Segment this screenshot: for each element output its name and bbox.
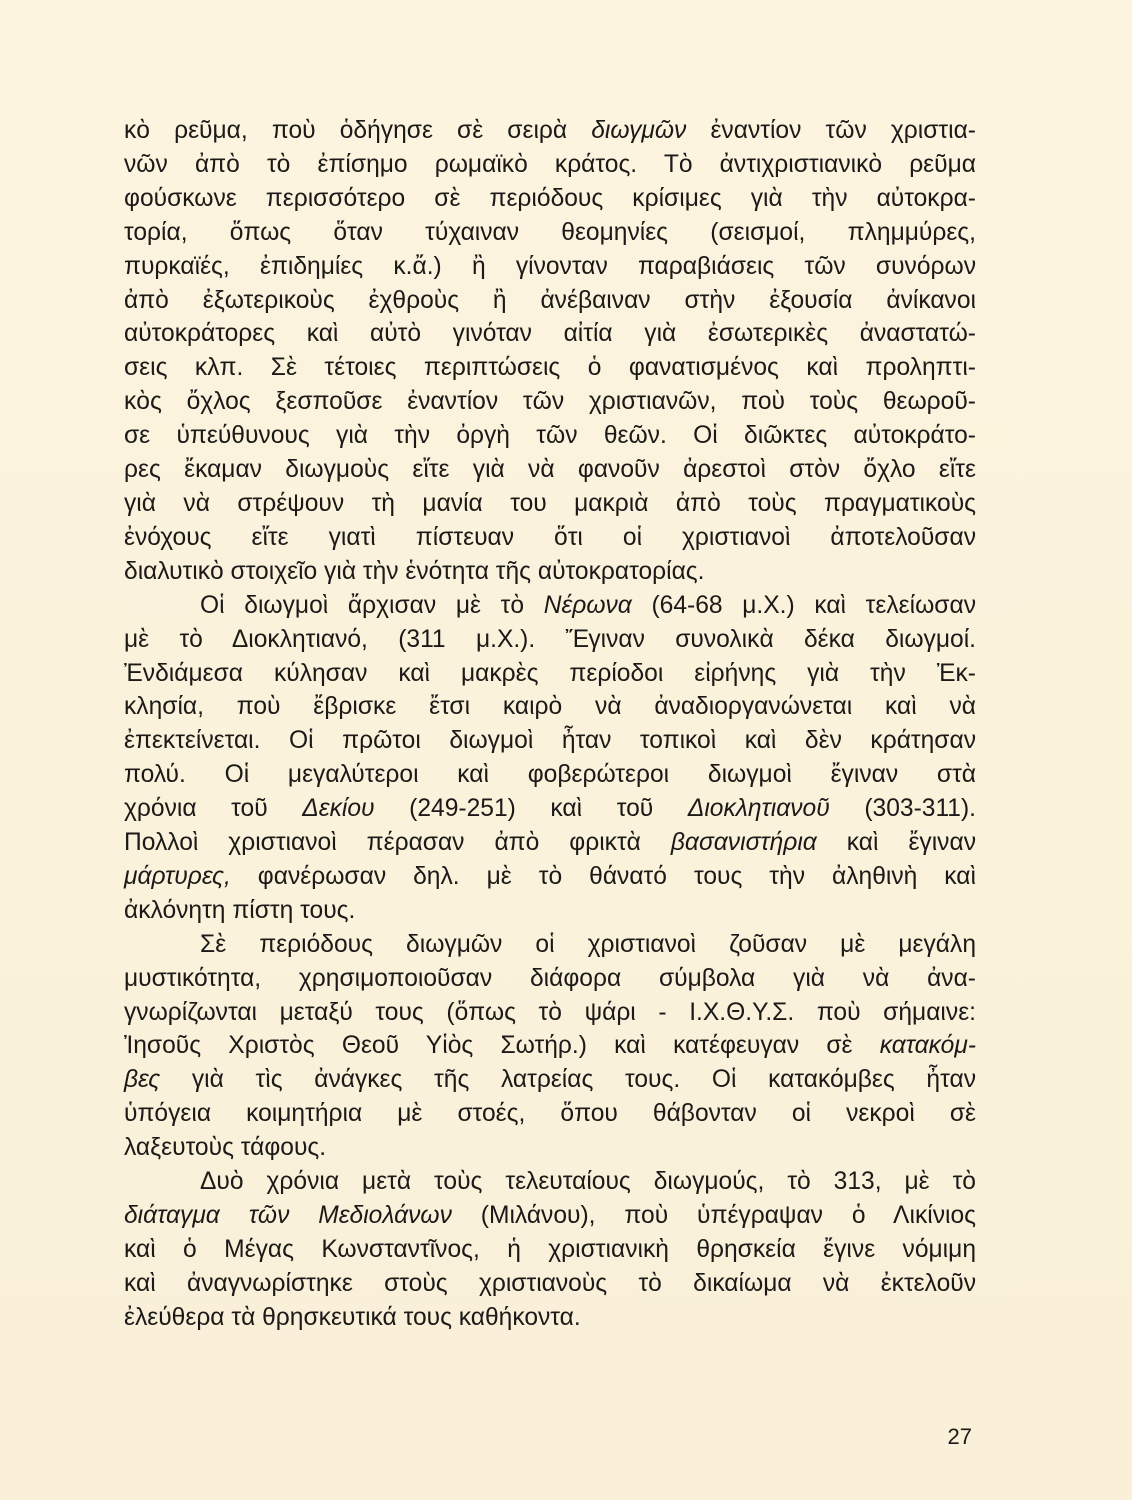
text-run: διαλυτικὸ στοιχεῖο γιὰ τὴν ἑνότητα τῆς αὐτοκρατορίας. [124,557,705,585]
text-run: καὶ ἀναγνωρίστηκε στοὺς χριστιανοὺς τὸ δικαίωμα νὰ ἐκτελοῦν [124,1269,976,1297]
paragraph [124,114,976,589]
text-line [124,1097,976,1131]
paragraph [124,589,976,928]
body-text [124,114,976,1335]
text-run: πολύ. Οἱ μεγαλύτεροι καὶ φοβερώτεροι διωγμοὶ ἔγιναν στὰ [124,761,976,789]
text-run: ἐλεύθερα τὰ θρησκευτικά τους καθήκοντα. [124,1303,581,1331]
text-run: φανέρωσαν δηλ. μὲ τὸ θάνατό τους τὴν ἀληθινὴ καὶ [230,862,976,890]
text-line [124,419,976,453]
text-line [124,351,976,385]
paragraph [124,1165,976,1335]
italic-term: Νέρωνα [543,591,632,619]
text-run: Δυὸ χρόνια μετὰ τοὺς τελευταίους διωγμούς, τὸ 313, μὲ τὸ [200,1168,976,1196]
text-line [124,623,976,657]
text-line [124,114,976,148]
text-run: σε ὑπεύθυνους γιὰ τὴν ὀργὴ τῶν θεῶν. Οἱ διῶκτες αὐτοκράτο- [124,422,976,450]
text-run: φούσκωνε περισσότερο σὲ περιόδους κρίσιμες γιὰ τὴν αὐτοκρα- [124,184,976,212]
text-run: (Μιλάνου), ποὺ ὑπέγραψαν ὁ Λικίνιος [451,1202,977,1229]
text-run: γιὰ νὰ στρέψουν τὴ μανία του μακριὰ ἀπὸ τοὺς πραγματικοὺς [124,489,976,517]
text-line [124,148,976,182]
italic-term: κατακόμ- [879,1032,976,1060]
text-line [124,1029,976,1063]
text-line [124,1301,976,1335]
text-run: μὲ τὸ Διοκλητιανό, (311 μ.Χ.). Ἔγιναν συνολικὰ δέκα διωγμοί. [124,625,976,653]
text-line [124,1165,976,1199]
text-run: λαξευτοὺς τάφους. [124,1134,327,1162]
text-line [124,690,976,724]
text-run: καὶ ὁ Μέγας Κωνσταντῖνος, ἡ χριστιανικὴ θρησκεία ἔγινε νόμιμη [124,1235,976,1263]
text-run: πυρκαϊές, ἐπιδημίες κ.ἄ.) ἢ γίνονταν παραβιάσεις τῶν συνόρων [124,252,976,280]
text-run: (303-311). [829,795,976,823]
text-line [124,182,976,216]
text-run: γιὰ τὶς ἀνάγκες τῆς λατρείας τους. Οἱ κατακόμβες ἦταν [160,1066,976,1094]
text-run: ἐνόχους εἴτε γιατὶ πίστευαν ὅτι οἱ χριστιανοὶ ἀποτελοῦσαν [124,523,976,551]
text-line [124,826,976,860]
text-run: μυστικότητα, χρησιμοποιοῦσαν διάφορα σύμβολα γιὰ νὰ ἀνα- [124,964,976,992]
text-line [124,385,976,419]
italic-term: Δεκίου [302,795,375,823]
text-run: καὶ ἔγιναν [816,829,976,857]
text-run: τορία, ὅπως ὅταν τύχαιναν θεομηνίες (σεισμοί, πλημμύρες, [124,218,976,246]
text-run: Ἐνδιάμεσα κύλησαν καὶ μακρὲς περίοδοι εἰρήνης γιὰ τὴν Ἐκ- [124,659,976,687]
italic-term: διάταγμα τῶν Μεδιολάνων [124,1202,452,1229]
italic-term: βες [124,1066,161,1094]
text-run: ρες ἔκαμαν διωγμοὺς εἴτε γιὰ νὰ φανοῦν ἀρεστοὶ στὸν ὄχλο εἴτε [124,456,976,484]
text-line [124,894,976,928]
text-line [124,1063,976,1097]
text-line [124,487,976,521]
text-line [124,657,976,691]
italic-term: βασανιστήρια [670,829,817,857]
text-run: σεις κλπ. Σὲ τέτοιες περιπτώσεις ὁ φανατισμένος καὶ προληπτι- [124,354,976,382]
text-run: Ἰησοῦς Χριστὸς Θεοῦ Υἱὸς Σωτήρ.) καὶ κατέφευγαν σὲ [124,1032,880,1060]
text-line [124,792,976,826]
text-line [124,521,976,555]
text-line [124,962,976,996]
text-run: κὸ ρεῦμα, ποὺ ὁδήγησε σὲ σειρὰ [124,117,592,144]
text-line [124,860,976,894]
italic-term: διωγμῶν [591,117,687,144]
text-line [124,724,976,758]
text-run: Οἱ διωγμοὶ ἄρχισαν μὲ τὸ [200,591,544,619]
text-line [124,589,976,623]
text-run: χρόνια τοῦ [124,795,303,823]
text-line [124,216,976,250]
text-run: (249-251) καὶ τοῦ [374,795,688,823]
text-run: κὸς ὄχλος ξεσποῦσε ἐναντίον τῶν χριστιανῶν, ποὺ τοὺς θεωροῦ- [124,388,976,416]
text-run: ἐναντίον τῶν χριστια- [686,117,976,144]
text-line [124,1267,976,1301]
text-run: ἐπεκτείνεται. Οἱ πρῶτοι διωγμοὶ ἦταν τοπικοὶ καὶ δὲν κράτησαν [124,727,976,755]
text-run: Σὲ περιόδους διωγμῶν οἱ χριστιανοὶ ζοῦσαν μὲ μεγάλη [200,930,976,958]
text-run: ἀπὸ ἐξωτερικοὺς ἐχθροὺς ἢ ἀνέβαιναν στὴν ἐξουσία ἀνίκανοι [124,286,976,314]
italic-term: Διοκλητιανοῦ [687,795,830,823]
text-line [124,453,976,487]
text-line [124,928,976,962]
italic-term: μάρτυρες, [124,862,231,890]
text-run: αὐτοκράτορες καὶ αὐτὸ γινόταν αἰτία γιὰ ἐσωτερικὲς ἀναστατώ- [124,320,976,348]
text-line [124,758,976,792]
text-line [124,1233,976,1267]
text-run: γνωρίζωνται μεταξύ τους (ὅπως τὸ ψάρι - Ι.Χ.Θ.Υ.Σ. ποὺ σήμαινε: [124,998,976,1026]
text-line [124,250,976,284]
text-run: κλησία, ποὺ ἔβρισκε ἔτσι καιρὸ νὰ ἀναδιοργανώνεται καὶ νὰ [124,693,976,721]
text-line [124,284,976,318]
text-run: νῶν ἀπὸ τὸ ἐπίσημο ρωμαϊκὸ κράτος. Τὸ ἀντιχριστιανικὸ ρεῦμα [124,150,976,178]
text-line [124,996,976,1030]
text-line [124,1131,976,1165]
paragraph [124,928,976,1165]
text-run: ἀκλόνητη πίστη τους. [124,896,356,924]
text-line [124,555,976,589]
text-run: ὑπόγεια κοιμητήρια μὲ στοές, ὅπου θάβονταν οἱ νεκροὶ σὲ [124,1100,976,1128]
text-line [124,1199,976,1233]
text-run: Πολλοὶ χριστιανοὶ πέρασαν ἀπὸ φρικτὰ [124,829,671,857]
text-run: (64-68 μ.Χ.) καὶ τελείωσαν [631,591,976,619]
page-number: 27 [947,1424,972,1449]
text-line [124,317,976,351]
